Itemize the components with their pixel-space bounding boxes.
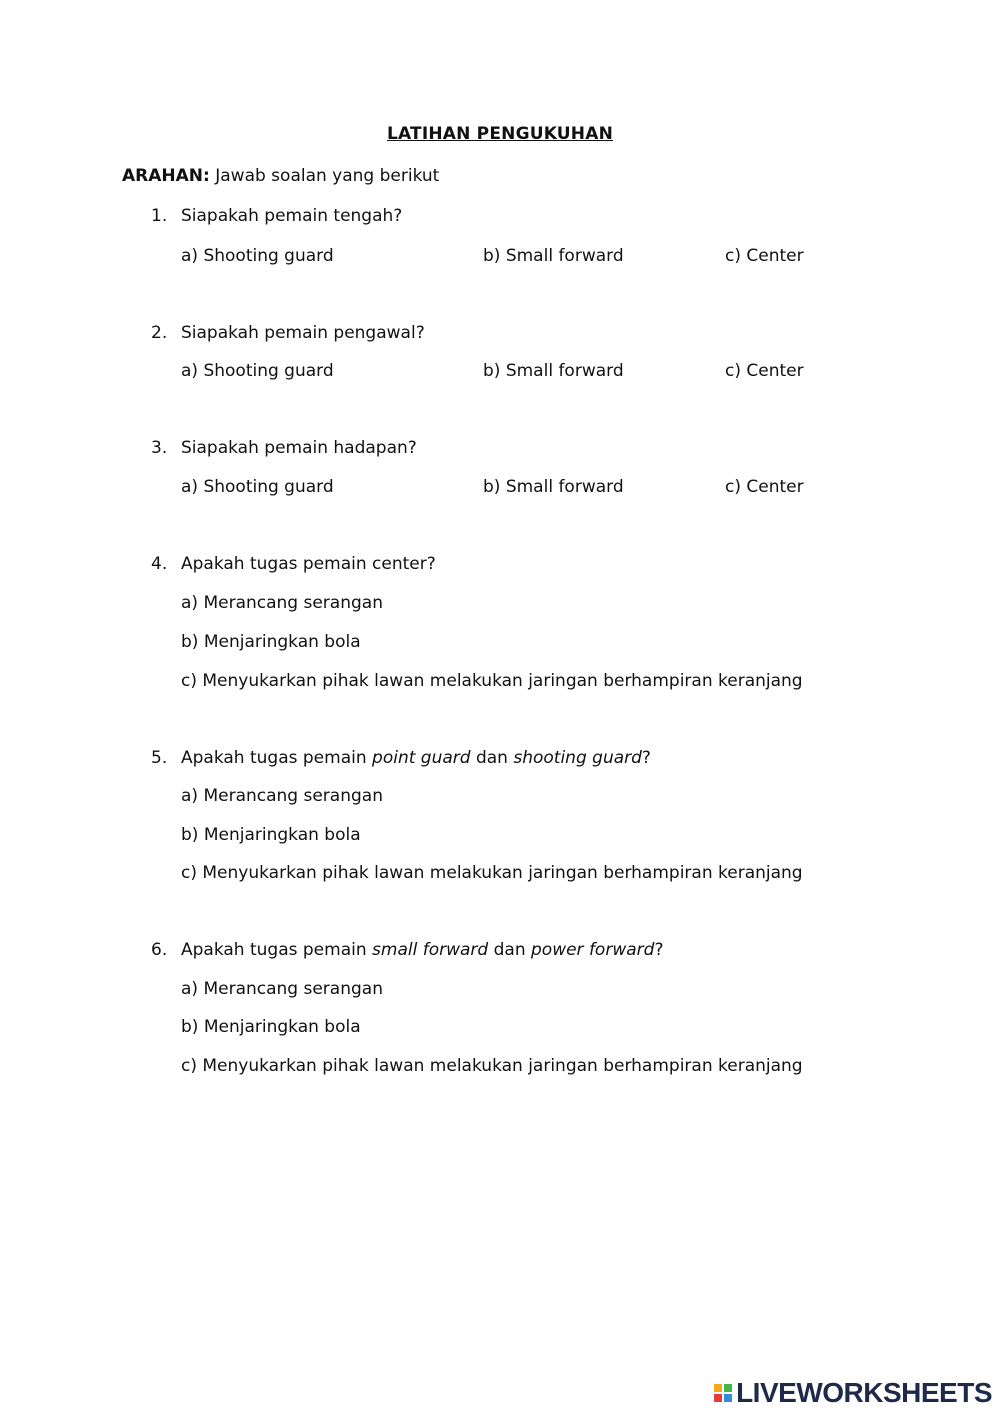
question-number: 3.	[151, 438, 168, 458]
question-2	[151, 323, 425, 343]
liveworksheets-logo	[714, 1379, 992, 1407]
option-a[interactable]: a) Shooting guard	[181, 246, 334, 266]
option-b[interactable]: b) Menjaringkan bola	[181, 1017, 361, 1037]
question-number: 4.	[151, 554, 168, 574]
instruction-label: ARAHAN:	[122, 166, 210, 186]
question-number: 6.	[151, 940, 168, 960]
option-a[interactable]: a) Shooting guard	[181, 361, 334, 381]
option-c[interactable]: c) Center	[725, 477, 804, 497]
question-3	[151, 438, 417, 458]
option-a[interactable]: a) Merancang serangan	[181, 593, 383, 613]
question-text: dan	[488, 940, 531, 960]
logo-square-1	[714, 1384, 722, 1392]
option-a[interactable]: a) Merancang serangan	[181, 786, 383, 806]
option-a[interactable]: a) Shooting guard	[181, 477, 334, 497]
question-number: 5.	[151, 748, 168, 768]
option-b[interactable]: b) Menjaringkan bola	[181, 825, 361, 845]
instruction	[122, 166, 439, 186]
question-6	[151, 940, 663, 960]
question-text: Apakah tugas pemain	[181, 748, 373, 768]
logo-square-2	[724, 1384, 732, 1392]
option-c[interactable]: c) Menyukarkan pihak lawan melakukan jaringan berhampiran keranjang	[181, 1056, 803, 1076]
option-b[interactable]: b) Small forward	[483, 477, 624, 497]
question-5	[151, 748, 651, 768]
question-term: shooting guard	[513, 748, 642, 768]
option-c[interactable]: c) Center	[725, 246, 804, 266]
question-term: point guard	[372, 748, 471, 768]
instruction-text: Jawab soalan yang berikut	[215, 166, 440, 186]
question-text: Apakah tugas pemain	[181, 940, 373, 960]
option-c[interactable]: c) Center	[725, 361, 804, 381]
option-c[interactable]: c) Menyukarkan pihak lawan melakukan jaringan berhampiran keranjang	[181, 863, 803, 883]
question-term: small forward	[372, 940, 489, 960]
question-number: 1.	[151, 206, 168, 226]
question-text: dan	[470, 748, 514, 768]
question-4	[151, 554, 436, 574]
option-c[interactable]: c) Menyukarkan pihak lawan melakukan jaringan berhampiran keranjang	[181, 671, 803, 691]
option-b[interactable]: b) Menjaringkan bola	[181, 632, 361, 652]
logo-square-4	[724, 1394, 732, 1402]
logo-square-3	[714, 1394, 722, 1402]
question-text: Siapakah pemain pengawal?	[181, 323, 425, 343]
logo-text: LIVEWORKSHEETS	[736, 1377, 992, 1408]
option-b[interactable]: b) Small forward	[483, 361, 624, 381]
question-text: Apakah tugas pemain center?	[181, 554, 436, 574]
question-number: 2.	[151, 323, 168, 343]
question-text: ?	[641, 748, 651, 768]
question-text: ?	[654, 940, 664, 960]
question-1	[151, 206, 402, 226]
question-term: power forward	[531, 940, 655, 960]
question-text: Siapakah pemain tengah?	[181, 206, 403, 226]
page-title: LATIHAN PENGUKUHAN	[386, 124, 614, 144]
option-a[interactable]: a) Merancang serangan	[181, 979, 383, 999]
question-text: Siapakah pemain hadapan?	[181, 438, 417, 458]
option-b[interactable]: b) Small forward	[483, 246, 624, 266]
logo-mark-icon	[714, 1384, 732, 1402]
